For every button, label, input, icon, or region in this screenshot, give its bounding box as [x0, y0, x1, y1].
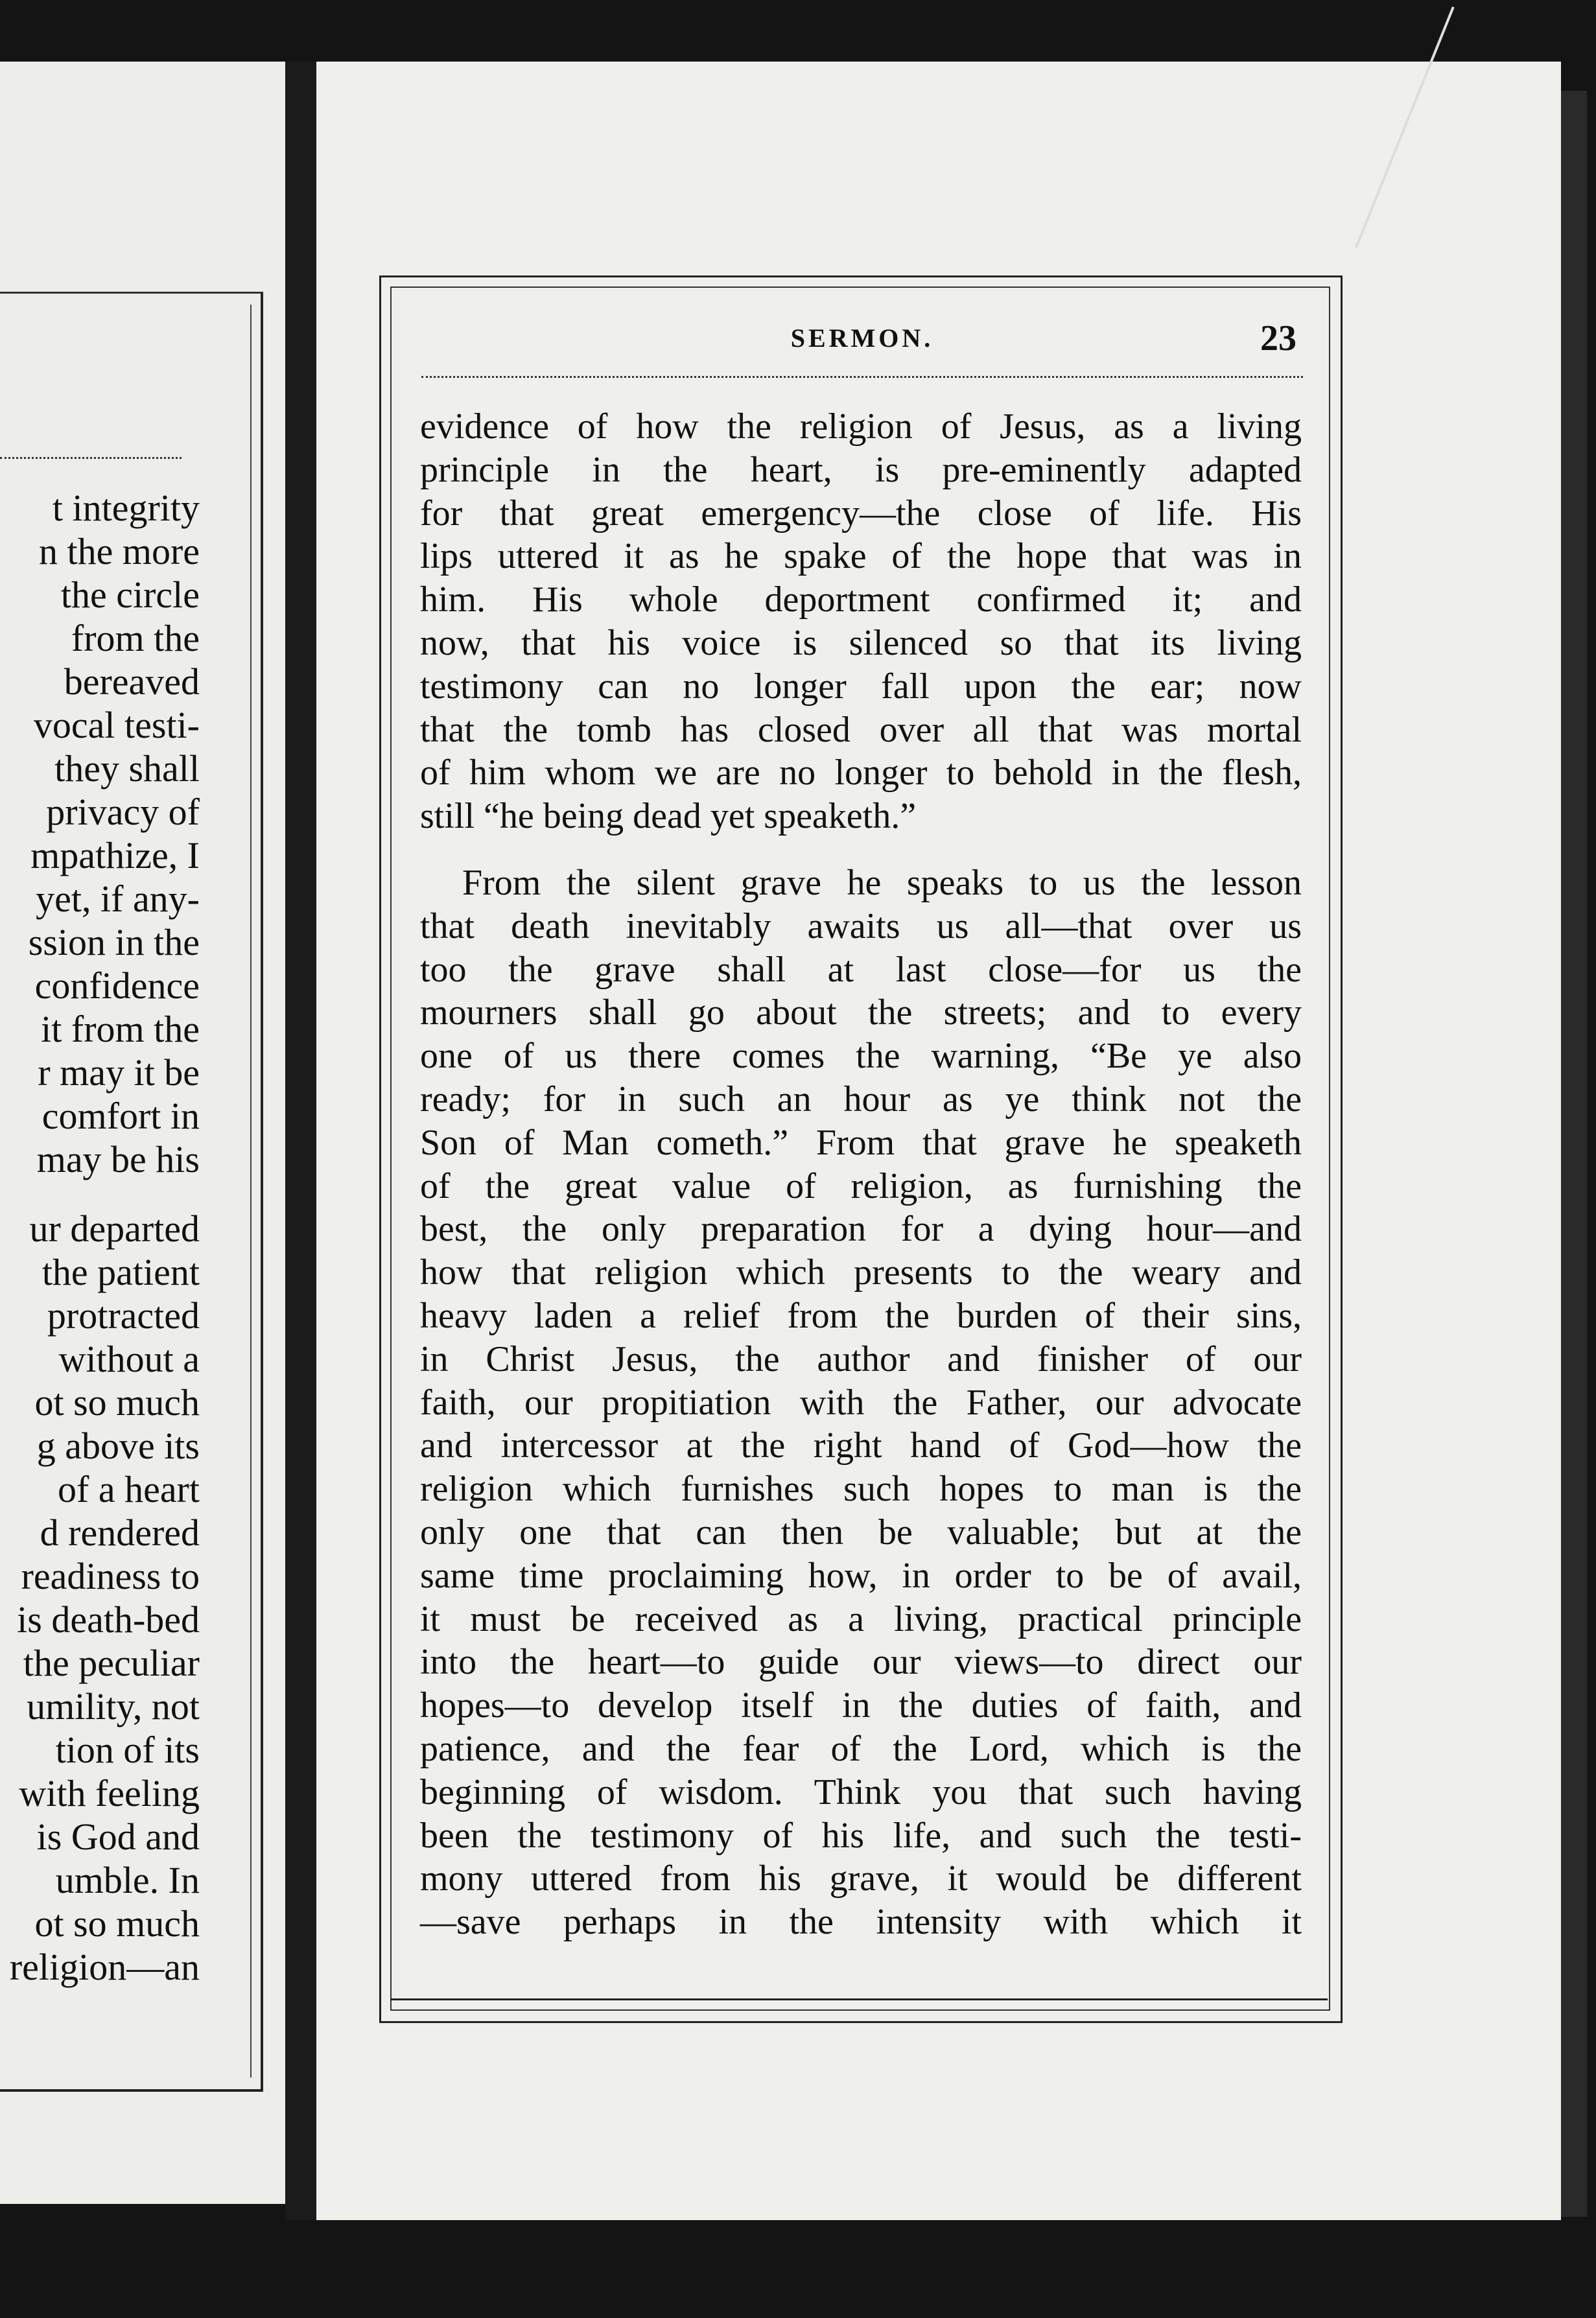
previous-page-line: t integrity [52, 487, 200, 529]
text-line: how that religion which presents to the weary and [420, 1252, 1302, 1293]
text-line: From the silent grave he speaks to us the lesson [462, 862, 1302, 903]
previous-page-line: vocal testi- [33, 704, 200, 746]
previous-page-line: religion—an [9, 1946, 200, 1988]
text-line: same time proclaiming how, in order to be of avail, [420, 1555, 1302, 1596]
text-line: beginning of wisdom. Think you that such having [420, 1772, 1302, 1812]
text-line: that death inevitably awaits us all—that over us [420, 906, 1302, 946]
previous-page-line: protracted [47, 1294, 200, 1337]
text-line: of the great value of religion, as furnishing the [420, 1165, 1302, 1206]
text-line: testimony can no longer fall upon the ear; now [420, 666, 1302, 707]
running-head-rule [421, 376, 1303, 378]
text-line: been the testimony of his life, and such the testi- [420, 1815, 1302, 1856]
previous-page-line: ot so much [34, 1902, 200, 1945]
previous-page-line: ur departed [29, 1208, 200, 1250]
previous-page-paragraph-2 [0, 1207, 200, 1989]
previous-page-line: may be his [36, 1138, 200, 1180]
previous-page-line: comfort in [41, 1095, 200, 1137]
text-line: principle in the heart, is pre-eminently adapted [420, 449, 1302, 490]
text-line: mourners shall go about the streets; and to every [420, 992, 1302, 1033]
text-line: and intercessor at the right hand of God—how the [420, 1425, 1302, 1466]
page-number: 23 [1260, 318, 1297, 358]
text-line: him. His whole deportment confirmed it; and [420, 580, 1302, 620]
text-line: too the grave shall at last close—for us the [420, 949, 1302, 990]
book-spine-gutter [285, 62, 316, 2220]
previous-page-line: g above its [36, 1425, 200, 1467]
text-line: of him whom we are no longer to behold in the flesh, [420, 753, 1302, 793]
previous-page-line: the circle [60, 574, 200, 616]
previous-page-line: tion of its [55, 1729, 200, 1771]
text-line: lips uttered it as he spake of the hope that was in [420, 536, 1302, 577]
previous-page-line: confidence [34, 965, 200, 1007]
page-edge [1561, 91, 1587, 2217]
running-head [421, 318, 1303, 363]
previous-page-line: privacy of [46, 791, 200, 833]
text-line: faith, our propitiation with the Father, our advocate [420, 1382, 1302, 1423]
text-line: still “he being dead yet speaketh.” [420, 796, 917, 837]
previous-page-line: from the [71, 617, 200, 659]
text-line: best, the only preparation for a dying hour—and [420, 1209, 1302, 1250]
previous-page-line: yet, if any- [36, 878, 200, 920]
text-line: heavy laden a relief from the burden of their sins, [420, 1295, 1302, 1336]
text-line: it must be received as a living, practical principle [420, 1598, 1302, 1639]
text-line: ready; for in such an hour as ye think not the [420, 1079, 1302, 1119]
text-line: religion which furnishes such hopes to man is the [420, 1469, 1302, 1510]
text-line: Son of Man cometh.” From that grave he speaketh [420, 1122, 1302, 1163]
previous-page-line: without a [58, 1338, 200, 1380]
previous-page-paragraph-1 [0, 486, 200, 1181]
running-title: SERMON. [790, 323, 934, 353]
previous-page-line: mpathize, I [30, 834, 200, 876]
previous-page-line: d rendered [40, 1512, 200, 1554]
text-line: one of us there comes the warning, “Be ye also [420, 1036, 1302, 1077]
page-border-bottom-rule [390, 1998, 1328, 2000]
previous-page [0, 62, 290, 2204]
previous-page-head-rule [0, 457, 182, 459]
previous-page-line: ssion in the [28, 921, 200, 963]
body-paragraph-1 [420, 405, 1302, 838]
text-line: only one that can then be valuable; but at the [420, 1512, 1302, 1552]
previous-page-line: is God and [36, 1816, 200, 1858]
text-line: now, that his voice is silenced so that its living [420, 622, 1302, 663]
previous-page-text [0, 486, 200, 1989]
previous-page-line: of a heart [58, 1468, 200, 1510]
previous-page-line: is death-bed [17, 1598, 200, 1641]
previous-page-line: ot so much [34, 1381, 200, 1423]
text-line: into the heart—to guide our views—to direct our [420, 1642, 1302, 1683]
text-line: —save perhaps in the intensity with which it [420, 1902, 1302, 1943]
previous-page-line: with feeling [19, 1772, 200, 1814]
previous-page-line: umility, not [27, 1685, 200, 1727]
text-line: hopes—to develop itself in the duties of faith, and [420, 1685, 1302, 1726]
previous-page-line: the peculiar [23, 1642, 200, 1684]
previous-page-line: n the more [38, 530, 200, 572]
body-text [420, 405, 1302, 1944]
previous-page-line: bereaved [64, 661, 200, 703]
text-line: for that great emergency—the close of life. His [420, 493, 1302, 533]
previous-page-line: readiness to [21, 1555, 200, 1597]
text-line: mony uttered from his grave, it would be different [420, 1858, 1302, 1899]
text-line: in Christ Jesus, the author and finisher of our [420, 1339, 1302, 1379]
previous-page-line: they shall [54, 747, 200, 790]
body-paragraph-2 [420, 861, 1302, 1944]
text-line: patience, and the fear of the Lord, which is the [420, 1728, 1302, 1769]
previous-page-line: the patient [41, 1251, 200, 1293]
previous-page-line: umble. In [55, 1859, 200, 1901]
previous-page-line: it from the [41, 1008, 200, 1050]
text-line: evidence of how the religion of Jesus, as a living [420, 406, 1302, 447]
text-line: that the tomb has closed over all that was mortal [420, 709, 1302, 750]
previous-page-line: r may it be [38, 1051, 200, 1094]
